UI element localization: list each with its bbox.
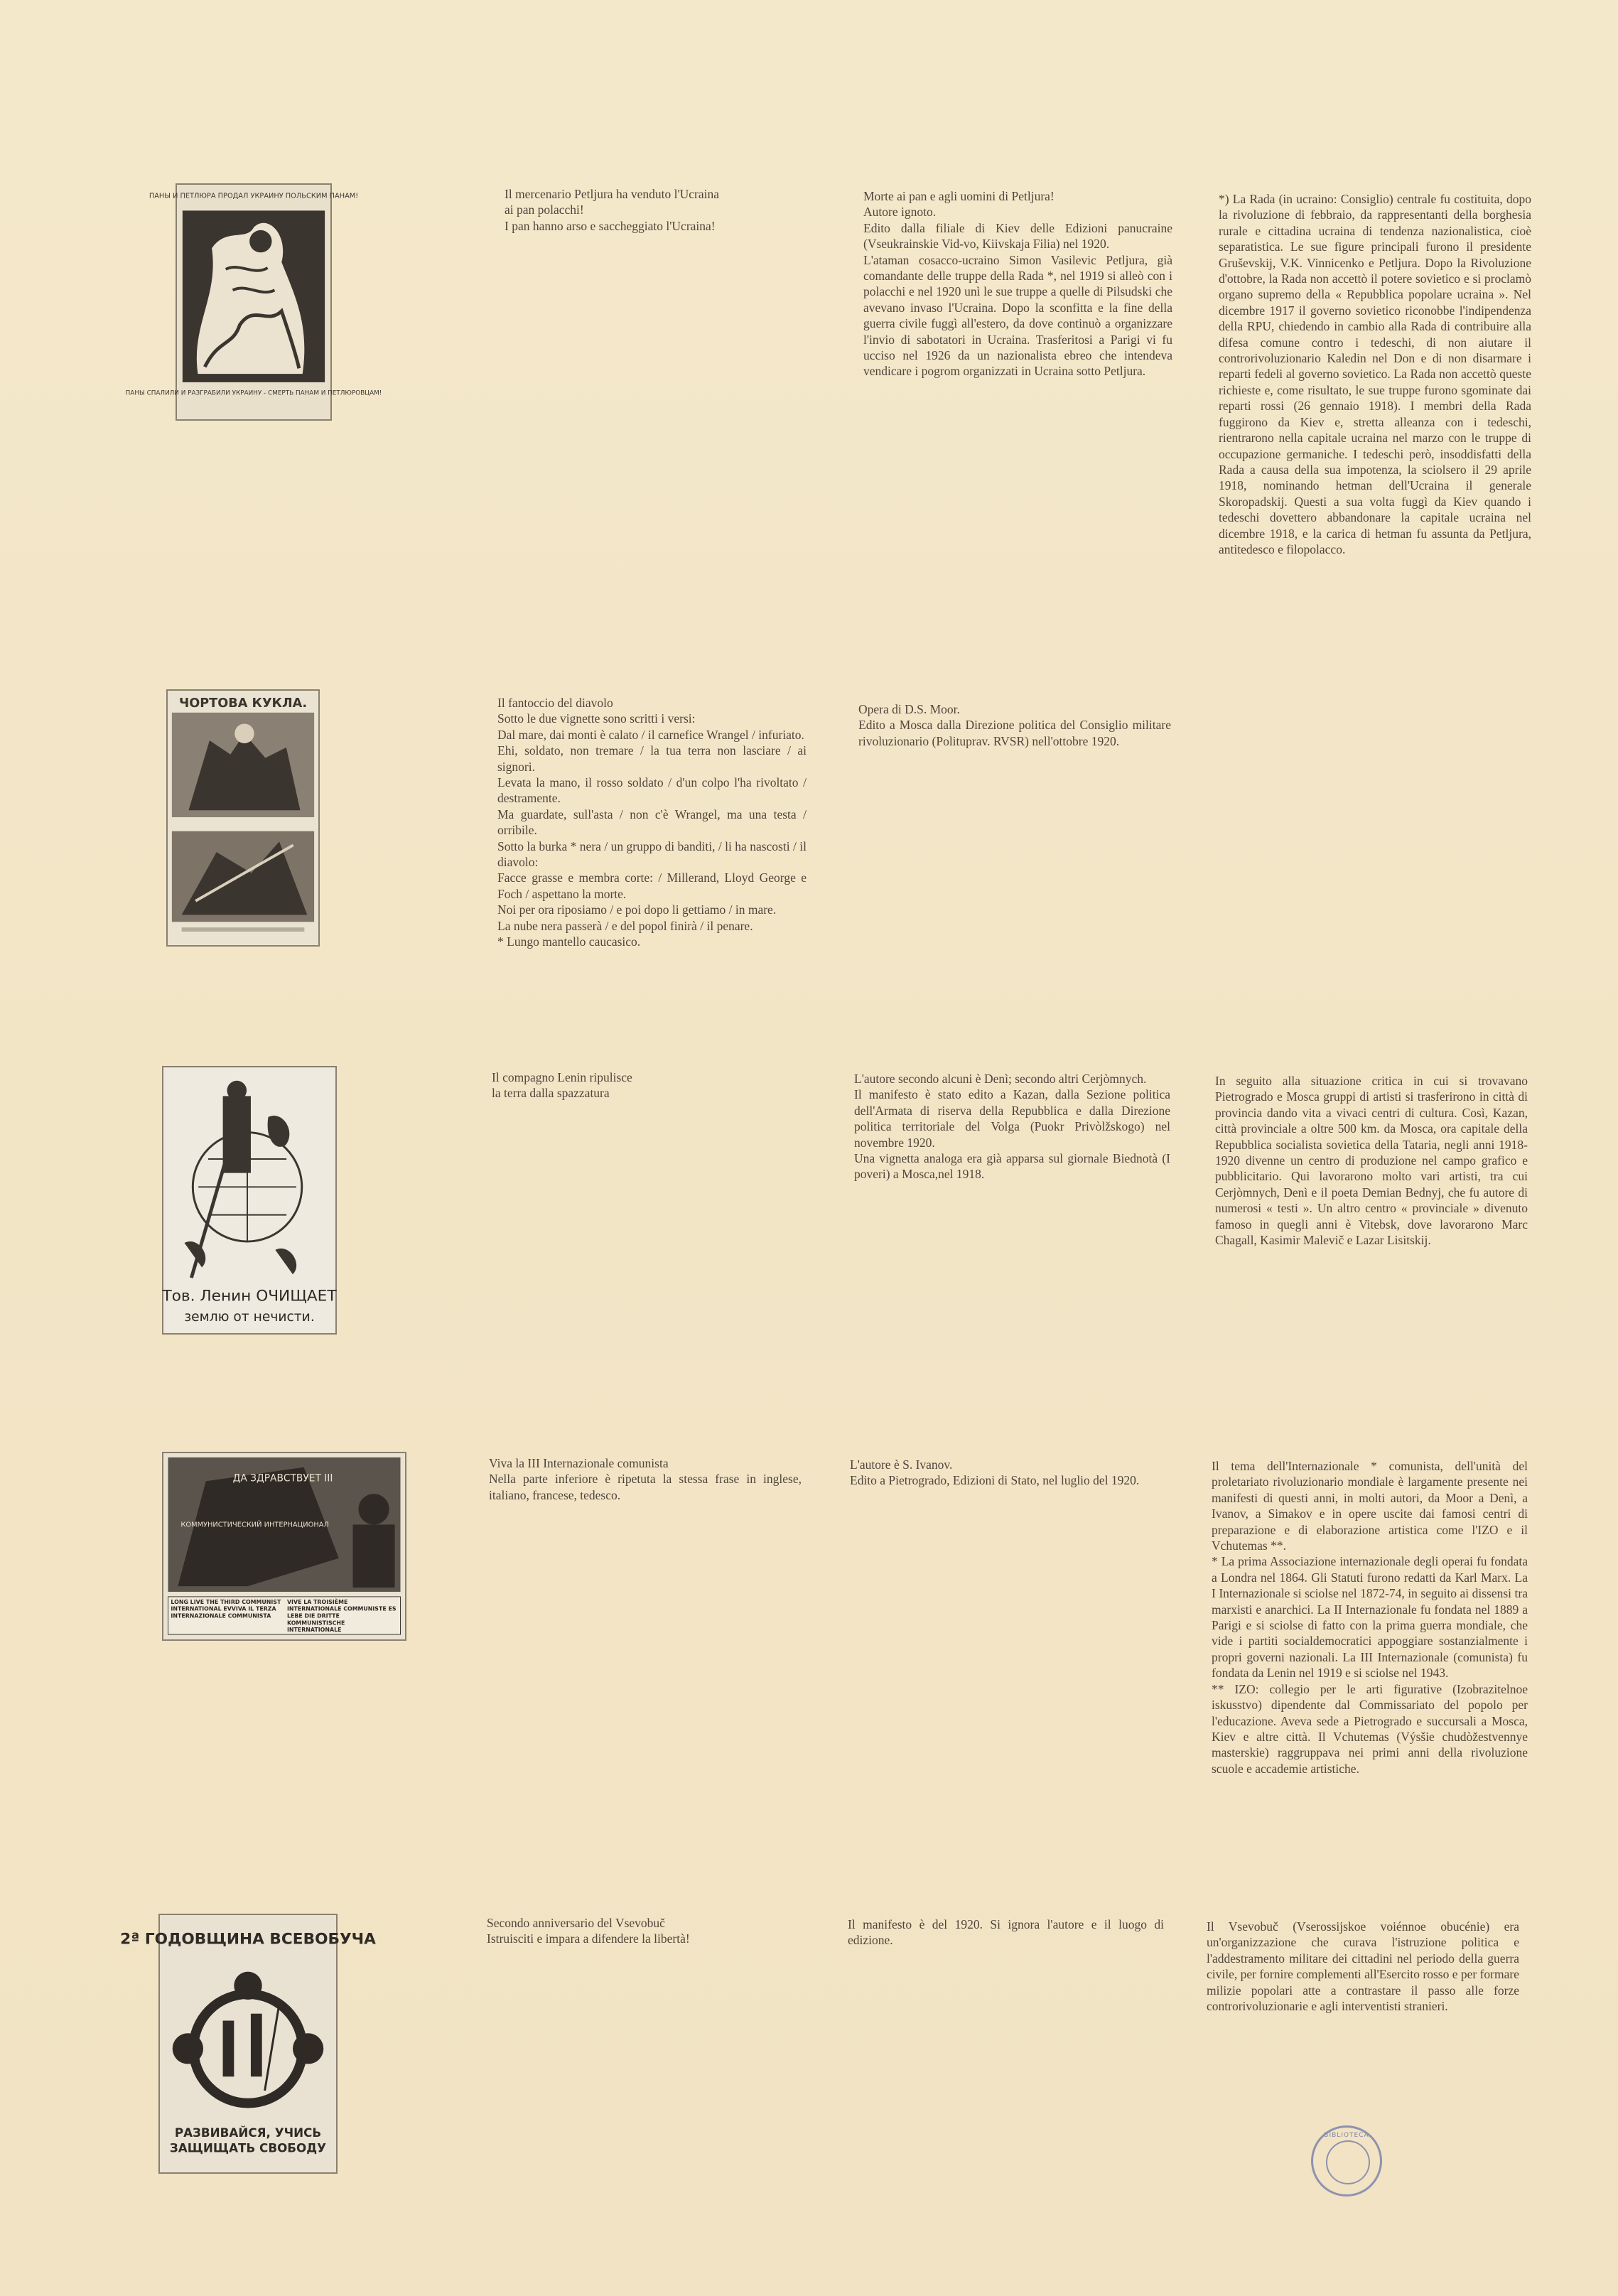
- info-line: Opera di D.S. Moor.: [858, 702, 960, 716]
- row4-info: [850, 1457, 1166, 1489]
- info-paragraph: Edito dalla filiale di Kiev delle Edizioni panucraine (Vseukrainskie Vid-vo, Kiivskaja Filia) nel 1920.: [863, 220, 1172, 252]
- poster-caption-line1: Тов. Ленин ОЧИЩАЕТ: [162, 1287, 337, 1305]
- poster-bottom-left: LONG LIVE THE THIRD COMMUNIST INTERNATIONAL EVVIVA IL TERZA INTERNAZIONALE COMMUNISTA: [171, 1598, 281, 1619]
- info-paragraph: Nella parte inferiore è ripetuta la stessa frase in inglese, italiano, francese, tedesco.: [489, 1472, 802, 1502]
- title-line: Istruisciti e impara a difendere la libertà!: [487, 1931, 690, 1946]
- comintern-poster-icon: [163, 1453, 405, 1639]
- verse-line: Dal mare, dai monti è calato / il carnefice Wrangel / infuriato.: [497, 727, 804, 742]
- info-line: Morte ai pan e agli uomini di Petljura!: [863, 189, 1055, 203]
- petljura-poster: [125, 183, 382, 421]
- title-line: Il fantoccio del diavolo: [497, 696, 613, 710]
- title-line: Il mercenario Petljura ha venduto l'Ucraina: [505, 187, 719, 201]
- lenin-poster-icon: [163, 1067, 335, 1333]
- poster-banner: КОММУНИСТИЧЕСКИЙ ИНТЕРНАЦИОНАЛ: [180, 1521, 329, 1529]
- row1-note: [1219, 191, 1531, 557]
- row1-title: [505, 186, 782, 234]
- izo-footnote: ** IZO: collegio per le arti figurative (Izobrazitelnoe iskusstvo) dipendente dal Commissariato del popolo per l'educazione. Aveva sede a Pietrogrado e succursali a Mosca, Kiev e altre città. Il Vchutemas (Výsšie chudòžestvennye masterskie) raggruppava nei primi anni della rivoluzione scuole e accademie artistiche.: [1212, 1681, 1528, 1776]
- title-line: Secondo anniversario del Vsevobuč: [487, 1916, 665, 1930]
- info-line: L'autore secondo alcuni è Denì; secondo altri Cerjòmnych.: [854, 1072, 1147, 1086]
- vsevobuch-note: Il Vsevobuč (Vserossijskoe voiénnoe obucénie) era un'organizzazione che curava l'istruzione politica e l'addestramento militare dei cittadini nel periodo della guerra civile, per fornire complementi all'Esercito rosso e per formare milizie popolari atte a contrastare il passo alle forze controrivoluzionarie e agli interventisti stranieri.: [1207, 1919, 1519, 2014]
- row2-info: [858, 701, 1171, 749]
- row3-note: [1215, 1073, 1528, 1248]
- verse-line: Facce grasse e membra corte: / Millerand, Lloyd George e Foch / aspettano la morte.: [497, 871, 807, 901]
- third-international-poster: [162, 1452, 406, 1641]
- poster-caption-top: ЧОРТОВА КУКЛА.: [178, 696, 308, 711]
- poster-caption-bottom: ПАНЫ СПАЛИЛИ И РАЗГРАБИЛИ УКРАИНУ - СМЕРТЬ ПАНАМ И ПЕТЛЮРОВЦАМ!: [125, 389, 382, 397]
- title-line: I pan hanno arso e saccheggiato l'Ucraina!: [505, 218, 716, 233]
- verse-line: Levata la mano, il rosso soldato / d'un colpo l'ha rivoltato / destramente.: [497, 775, 807, 806]
- row1-info: [863, 188, 1172, 379]
- info-paragraph: Una vignetta analoga era già apparsa sul giornale Biednotà (I poveri) a Mosca,nel 1918.: [854, 1151, 1170, 1182]
- wrangel-poster-icon: [168, 691, 318, 945]
- row2-title: [497, 695, 807, 950]
- row5-note: [1207, 1919, 1519, 2014]
- library-stamp-icon: [1311, 2125, 1382, 2197]
- row5-info: [848, 1917, 1164, 1949]
- lenin-sweeping-poster: [162, 1066, 337, 1335]
- kazan-note: In seguito alla situazione critica in cui si trovavano Pietrogrado e Mosca gruppi di artisti si trasferirono in città di provincia dando vita a vivaci centri di cultura. Così, Kazan, città provinciale a oltre 500 km. da Mosca, ora capitale della Repubblica socialista sovietica della Tataria, negli anni 1918-1920 divenne un centro di produzione nel campo grafico e pubblicitario. Qui lavorarono molto vari artisti, tra cui Cerjòmnych, Denì e il poeta Demian Bednyj, che fu autore di numerosi « testi ». Un altro centro « provinciale » divenuto famoso in quegli anni è Vitebsk, dove lavorarono Marc Chagall, Kasimir Malevič e Lazar Lisitskij.: [1215, 1074, 1528, 1248]
- rada-footnote: *) La Rada (in ucraino: Consiglio) centrale fu costituita, dopo la rivoluzione di febbraio, da rappresentanti della borghesia rurale e cittadina ucraina di tendenza nazionalistica, cioè separatistica. Le sue figure principali furono il presidente Gruševskij, V.K. Vinnicenko e Petljura. Dopo la Rivoluzione d'ottobre, la Rada non accettò il potere sovietico e si proclamò organo supremo della « Repubblica popolare ucraina ». Nel dicembre 1917 il governo sovietico riconobbe l'indipendenza della RPU, chiedendo in cambio alla Rada di contribuire alla difesa comune contro i tedeschi, di non aiutare il controrivoluzionario Kaledin nel Don e di non disarmare i reparti fedeli al governo sovietico. La Rada non accettò queste richieste e, come risultato, le sue truppe furono sgominate dai reparti rossi (26 gennaio 1918). I membri della Rada fuggirono da Kiev e, stretta alleanza con i tedeschi, rientrarono nella capitale ucraina nel marzo con le truppe di occupazione germaniche. I tedeschi però, insoddisfatti della Rada a causa della sua impotenza, la sciolsero il 29 aprile 1918, nominando hetman dell'Ucraina il generale Skoropadskij. Questi a sua volta fuggì da Kiev quando i tedeschi dovettero abbandonare la capitale ucraina nel dicembre 1918, e la carica di hetman fu assunta da Petljura, antitedesco e filopolacco.: [1219, 192, 1531, 556]
- poster-caption-top: ПАНЫ И ПЕТЛЮРА ПРОДАЛ УКРАИНУ ПОЛЬСКИМ ПАНАМ!: [149, 192, 359, 200]
- title-line: Viva la III Internazionale comunista: [489, 1456, 669, 1470]
- info-paragraph: Edito a Pietrogrado, Edizioni di Stato, nel luglio del 1920.: [850, 1473, 1140, 1488]
- ukraine-poster-icon: [125, 185, 382, 419]
- vsevobuch-poster-icon: [120, 1915, 376, 2172]
- devil-puppet-poster: [166, 689, 320, 947]
- info-paragraph: Il manifesto è del 1920. Si ignora l'autore e il luogo di edizione.: [848, 1917, 1164, 1948]
- row5-title: [487, 1915, 785, 1947]
- title-line: la terra dalla spazzatura: [492, 1086, 610, 1101]
- poster-caption-bottom: РАЗВИВАЙСЯ, УЧИСЬ ЗАЩИЩАТЬ СВОБОДУ: [169, 2126, 327, 2156]
- row4-title: [489, 1455, 802, 1503]
- poster-bottom-right: VIVE LA TROISIÈME INTERNATIONALE COMMUNISTE ES LEBE DIE DRITTE KOMMUNISTISCHE INTERNATIONALE: [286, 1598, 397, 1634]
- stamp-text: BIBLIOTECA: [1324, 2132, 1369, 2139]
- verse-line: Sotto la burka * nera / un gruppo di banditi, / li ha nascosti / il diavolo:: [497, 839, 807, 870]
- row3-title: [492, 1069, 776, 1101]
- verse-line: Sotto le due vignette sono scritti i versi:: [497, 711, 696, 726]
- info-paragraph: L'ataman cosacco-ucraino Simon Vasilevic Petljura, già comandante delle truppe della Rada *, nel 1919 si alleò con i polacchi e nel 1920 unì le sue truppe a quelle di Pilsudski che avevano invaso l'Ucraina. Dopo la sconfitta e la fine della guerra civile fuggì all'estero, da dove continuò a organizzare l'invio di sabotatori in Ucraina. Trasferitosi a Parigi vi fu ucciso nel 1926 da un nazionalista ebreo che intendeva vendicare i pogrom organizzati in Ucraina sotto Petljura.: [863, 252, 1172, 379]
- title-line: ai pan polacchi!: [505, 203, 584, 217]
- row4-note: [1212, 1458, 1528, 1777]
- verse-footnote: * Lungo mantello caucasico.: [497, 934, 641, 949]
- row3-info: [854, 1071, 1170, 1182]
- vsevobuch-poster: [120, 1914, 376, 2174]
- verse-line: La nube nera passerà / e del popol finirà / il penare.: [497, 918, 753, 933]
- title-line: Il compagno Lenin ripulisce: [492, 1070, 632, 1084]
- info-line: Autore ignoto.: [863, 205, 937, 220]
- verse-line: Ma guardate, sull'asta / non c'è Wrangel, ma una testa / orribile.: [497, 807, 807, 838]
- poster-caption-top: 2ª ГОДОВЩИНА ВСЕВОБУЧА: [120, 1930, 376, 1949]
- verse-line: Ehi, soldato, non tremare / la tua terra non lasciare / ai signori.: [497, 743, 807, 774]
- info-paragraph: Edito a Mosca dalla Direzione politica del Consiglio militare rivoluzionario (Polituprav. RVSR) nell'ottobre 1920.: [858, 718, 1171, 748]
- verse-line: Noi per ora riposiamo / e poi dopo li gettiamo / in mare.: [497, 902, 777, 917]
- poster-slogan: ДА ЗДРАВСТВУЕТ III: [232, 1472, 333, 1484]
- info-paragraph: Il manifesto è stato edito a Kazan, dalla Sezione politica dell'Armata di riserva della Repubblica e dalla Direzione politica territoriale del Volga (Puokr Privòlžskogo) nel novembre 1920.: [854, 1087, 1170, 1150]
- international-footnote: * La prima Associazione internazionale degli operai fu fondata a Londra nel 1864. Gli Statuti furono redatti da Karl Marx. La I Internazionale si sciolse nel 1872-74, in seguito ai dissensi tra marxisti e anarchici. La II Internazionale fu fondata nel 1889 a Parigi e si sciolse di fatto con la prima guerra mondiale, che vide i partiti socialdemocratici appoggiare sostanzialmente i propri governi nazionali. La III Internazionale (comunista) fu fondata da Lenin nel 1919 e si sciolse nel 1943.: [1212, 1554, 1528, 1681]
- info-line: L'autore è S. Ivanov.: [850, 1457, 953, 1472]
- international-note: Il tema dell'Internazionale * comunista, dell'unità del proletariato rivoluzionario mondiale è largamente presente nei manifesti di questi anni, in molti autori, da Moor a Denì, a Ivanov, a Simakov e in opere uscite dai famosi centri di preparazione e di elaborazione artistica come l'IZO e il Vchutemas **.: [1212, 1459, 1528, 1553]
- poster-caption-line2: землю от нечисти.: [184, 1310, 315, 1325]
